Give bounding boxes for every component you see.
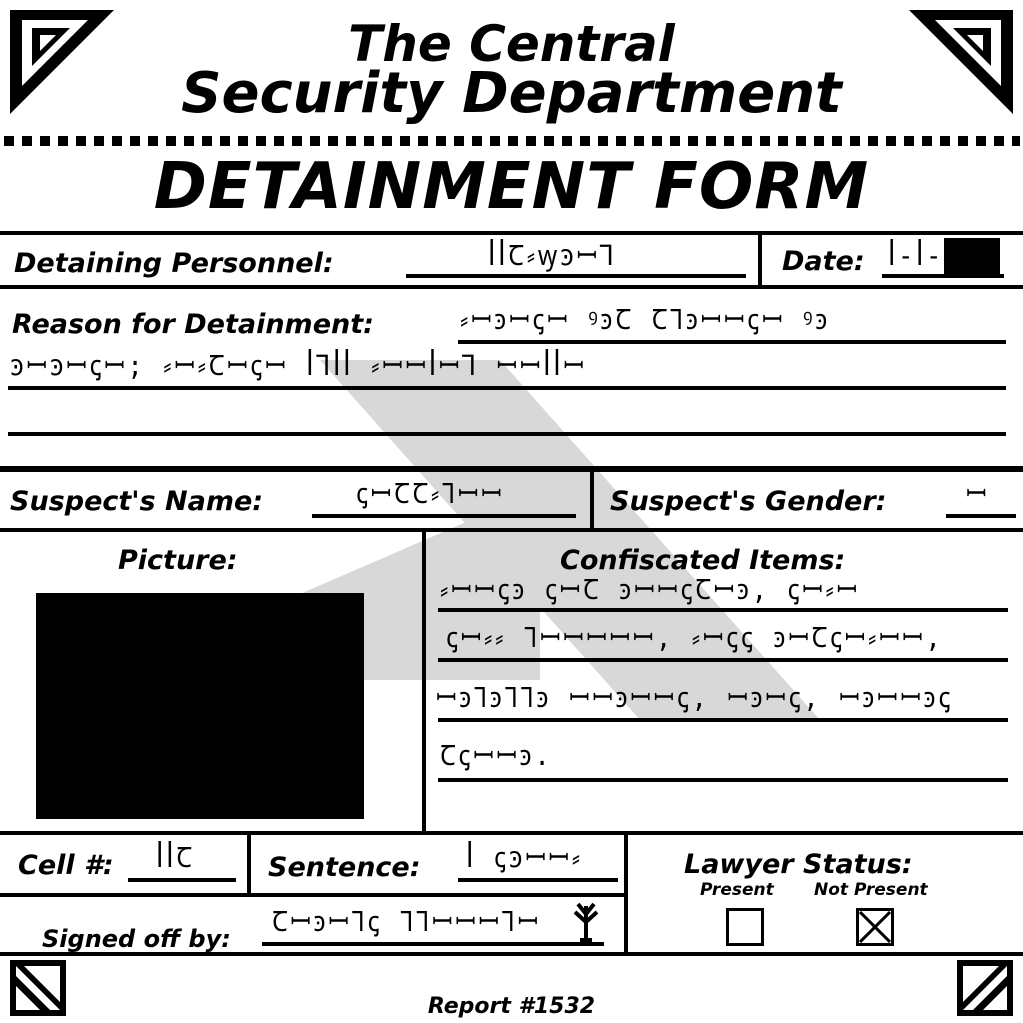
items-underline-3 [438,718,1008,722]
department-title-line1: The Central [348,15,675,73]
divider-line [0,285,1023,289]
dotted-divider [4,136,1020,146]
reason-underline-3 [8,432,1006,436]
date-redacted-block [944,238,1000,274]
suspect-photo-redacted [36,593,364,819]
signature-emblem-icon [570,900,602,944]
suspect-gender-label: Suspect's Gender: [610,486,887,517]
divider-line [0,893,627,897]
lawyer-present-label: Present [700,880,774,900]
date-value[interactable]: ꟾ-ꟾ- [888,239,945,272]
date-underline [882,274,1004,278]
items-underline-1 [438,608,1008,612]
date-label: Date: [782,246,865,277]
checkmark-x-icon [859,911,891,943]
divider-line [422,530,426,834]
cell-number-value[interactable]: ꟾꟾꞆ [156,841,195,874]
reason-line-2[interactable]: ꜿꟷꜿꟷꞔꟷ; ⸗ꟷ⸗Ꞇꟷꞔꟷ ꟾꞀꟾꟾ ⸗ꟷꟷꟾꟷꞀ ꟷꟷꟾꟾꟷ [10,349,587,382]
divider-line [247,833,251,895]
items-line-4[interactable]: Ꞇꞔꟷꟷꜿ. [440,739,553,772]
suspect-gender-value[interactable]: ꟷ [966,477,990,510]
reason-underline-1 [458,340,1006,344]
cell-number-underline [128,878,236,882]
items-line-2[interactable]: ꞔꟷ⸗⸗ Ꞁꟷꟷꟷꟷꟷ, ⸗ꟷꞔꞔ ꜿꟷꞆꞔꟷ⸗ꟷꟷ, [446,621,944,654]
detaining-personnel-label: Detaining Personnel: [14,248,334,279]
signed-off-underline [262,942,604,946]
sentence-value[interactable]: ꟾ ꞔꜿꟷꟷ⸗ [466,841,583,874]
cell-number-label: Cell #: [18,850,114,881]
lawyer-status-label: Lawyer Status: [684,849,913,880]
divider-line [590,470,594,530]
items-line-3[interactable]: ꟷꜿꞀꜿꞀꞀꜿ ꟷꟷꜿꟷꟷꞔ, ꟷꜿꟷꞔ, ꟷꜿꟷꟷꜿꞔ [436,681,954,714]
department-title-line2: Security Department [181,61,842,126]
divider-line [0,231,1023,235]
reason-underline-2 [8,386,1006,390]
sentence-label: Sentence: [268,852,421,883]
items-line-1[interactable]: ⸗ꟷꟷꞔꜿ ꞔꟷꞆ ꜿꟷꟷꞔꞆꟷꜿ, ꞔꟷ⸗ꟷ [440,573,860,606]
picture-label: Picture: [118,545,238,576]
lawyer-present-checkbox[interactable] [726,908,764,946]
form-title: DETAINMENT FORM [153,150,870,224]
suspect-name-label: Suspect's Name: [10,486,264,517]
signed-off-value[interactable]: ꞆꟷꜿꟷꞀꞔ ꞀꞀꟷꟷꟷꞀꟷ [272,905,541,938]
signed-off-label: Signed off by: [42,925,231,953]
divider-line [758,231,762,287]
lawyer-not-present-label: Not Present [814,880,928,900]
divider-line [0,466,1023,472]
detaining-personnel-value[interactable]: ꟾꟾꞆ⸗ꝡꜿꟷꞀ [488,239,617,272]
suspect-gender-underline [946,514,1016,518]
detaining-personnel-underline [406,274,746,278]
confiscated-items-label: Confiscated Items: [560,545,846,576]
lawyer-not-present-checkbox[interactable] [856,908,894,946]
reason-label: Reason for Detainment: [12,309,374,340]
items-underline-2 [438,658,1008,662]
sentence-underline [458,878,618,882]
divider-line [0,831,1023,835]
report-number: Report #1532 [427,994,596,1019]
suspect-name-value[interactable]: ꞔꟷꞆꞆ⸗Ꞁꟷꟷ [356,477,505,510]
reason-line-1[interactable]: ⸗ꟷꜿꟷꞔꟷ ꝰꜿꞆ ꞆꞀꜿꟷꟷꞔꟷ ꝰꜿ [460,303,831,336]
suspect-name-underline [312,514,576,518]
items-underline-4 [438,778,1008,782]
divider-line [0,528,1023,532]
